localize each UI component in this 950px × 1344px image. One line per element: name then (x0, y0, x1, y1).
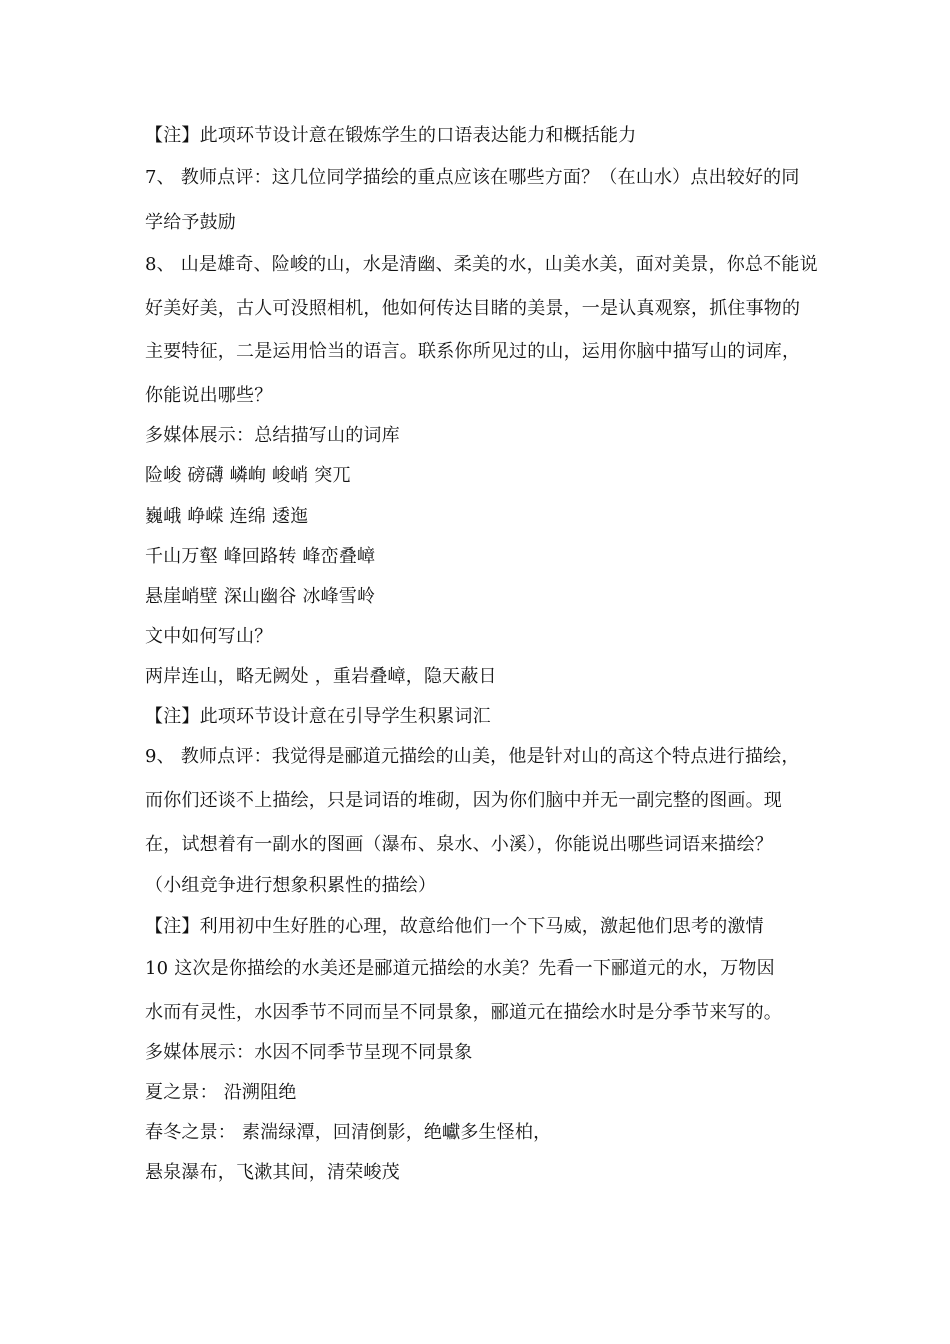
question-line: 文中如何写山？ (145, 626, 273, 647)
paragraph-line: 7、 教师点评：这几位同学描绘的重点应该在哪些方面？（在山水）点出较好的同 (145, 167, 800, 188)
note-line-1: 【注】此项环节设计意在锻炼学生的口语表达能力和概括能力 (145, 125, 637, 146)
paragraph-line: 8、 山是雄奇、险峻的山，水是清幽、柔美的水，山美水美，面对美景，你总不能说 (145, 254, 818, 275)
multimedia-heading: 多媒体展示：水因不同季节呈现不同景象 (145, 1042, 473, 1063)
paragraph-line: 学给予鼓励 (145, 212, 236, 233)
multimedia-heading: 多媒体展示：总结描写山的词库 (145, 425, 400, 446)
paragraph-line: 而你们还谈不上描绘，只是词语的堆砌，因为你们脑中并无一副完整的图画。现 (145, 790, 782, 811)
paragraph-line: 好美好美，古人可没照相机，他如何传达目睹的美景，一是认真观察，抓住事物的 (145, 298, 801, 319)
quote-line: 两岸连山，略无阙处 ，重岩叠嶂，隐天蔽日 (145, 666, 497, 687)
season-line: 夏之景： 沿溯阻绝 (145, 1082, 297, 1103)
paragraph-line: 你能说出哪些？ (145, 385, 273, 406)
paragraph-line: 水而有灵性，水因季节不同而呈不同景象，郦道元在描绘水时是分季节来写的。 (145, 1002, 782, 1023)
vocab-line: 悬崖峭壁 深山幽谷 冰峰雪岭 (145, 586, 376, 607)
season-line: 春冬之景： 素湍绿潭，回清倒影，绝巘多生怪柏， (145, 1122, 552, 1143)
paragraph-line: 9、 教师点评：我觉得是郦道元描绘的山美，他是针对山的高这个特点进行描绘， (145, 746, 800, 767)
vocab-line: 千山万壑 峰回路转 峰峦叠嶂 (145, 546, 376, 567)
note-line-2: 【注】此项环节设计意在引导学生积累词汇 (145, 706, 491, 727)
season-line: 悬泉瀑布，飞漱其间，清荣峻茂 (145, 1162, 400, 1183)
paragraph-line: （小组竞争进行想象积累性的描绘） (145, 875, 437, 896)
vocab-line: 险峻 磅礴 嶙峋 峻峭 突兀 (145, 465, 351, 486)
note-line-3: 【注】利用初中生好胜的心理，故意给他们一个下马威，激起他们思考的激情 (145, 916, 764, 937)
paragraph-line: 10 这次是你描绘的水美还是郦道元描绘的水美？先看一下郦道元的水，万物因 (145, 958, 775, 979)
vocab-line: 巍峨 峥嵘 连绵 逶迤 (145, 506, 309, 527)
paragraph-line: 主要特征，二是运用恰当的语言。联系你所见过的山，运用你脑中描写山的词库， (145, 341, 801, 362)
paragraph-line: 在，试想着有一副水的图画（瀑布、泉水、小溪），你能说出哪些词语来描绘？ (145, 834, 773, 855)
